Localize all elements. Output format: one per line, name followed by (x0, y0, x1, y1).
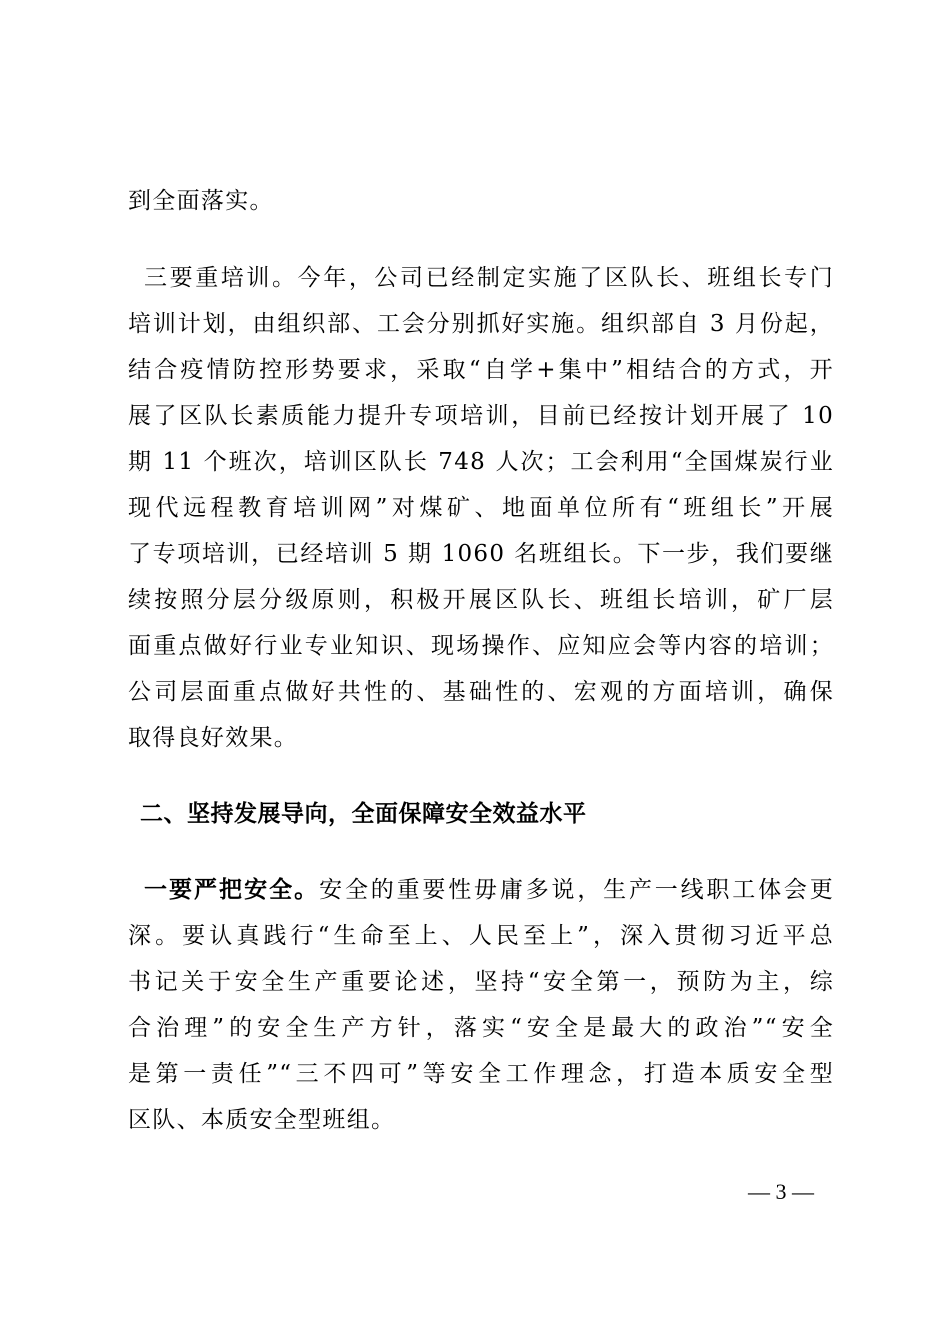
paragraph-line: 深。要认真践行“生命至上、人民至上”，深入贯彻习近平总 (128, 923, 834, 949)
paragraph-line: 了专项培训，已经培训 5 期 1060 名班组长。下一步，我们要继 (128, 541, 834, 567)
paragraph-text: 安全的重要性毋庸多说，生产一线职工体会更 (319, 877, 835, 903)
paragraph-line: 区队、本质安全型班组。 (128, 1107, 396, 1133)
paragraph-line: 书记关于安全生产重要论述，坚持“安全第一，预防为主，综 (128, 969, 834, 995)
paragraph-line (144, 875, 834, 905)
paragraph-line: 公司层面重点做好共性的、基础性的、宏观的方面培训，确保 (128, 679, 834, 705)
paragraph-line: 面重点做好行业专业知识、现场操作、应知应会等内容的培训； (128, 633, 834, 659)
paragraph-line: 续按照分层分级原则，积极开展区队长、班组长培训，矿厂层 (128, 587, 834, 613)
page-number: — 3 — (748, 1179, 814, 1204)
paragraph-line: 现代远程教育培训网”对煤矿、地面单位所有“班组长”开展 (128, 495, 834, 521)
paragraph-line: 展了区队长素质能力提升专项培训，目前已经按计划开展了 10 (128, 403, 834, 429)
paragraph-line: 到全面落实。 (128, 188, 274, 214)
paragraph-line: 合治理”的安全生产方针，落实“安全是最大的政治”“安全 (128, 1015, 834, 1041)
paragraph-line: 期 11 个班次，培训区队长 748 人次；工会利用“全国煤炭行业 (128, 449, 834, 475)
paragraph-line: 结合疫情防控形势要求，采取“自学+集中”相结合的方式，开 (128, 357, 834, 383)
paragraph-line: 三要重培训。今年，公司已经制定实施了区队长、班组长专门 (144, 265, 834, 291)
paragraph-lead: 一要严把安全。 (144, 877, 320, 903)
paragraph-line: 是第一责任”“三不四可”等安全工作理念，打造本质安全型 (128, 1061, 834, 1087)
paragraph-line: 取得良好效果。 (128, 725, 299, 751)
section-heading: 二、坚持发展导向，全面保障安全效益水平 (140, 801, 587, 827)
paragraph-line: 培训计划，由组织部、工会分别抓好实施。组织部自 3 月份起， (128, 311, 834, 337)
